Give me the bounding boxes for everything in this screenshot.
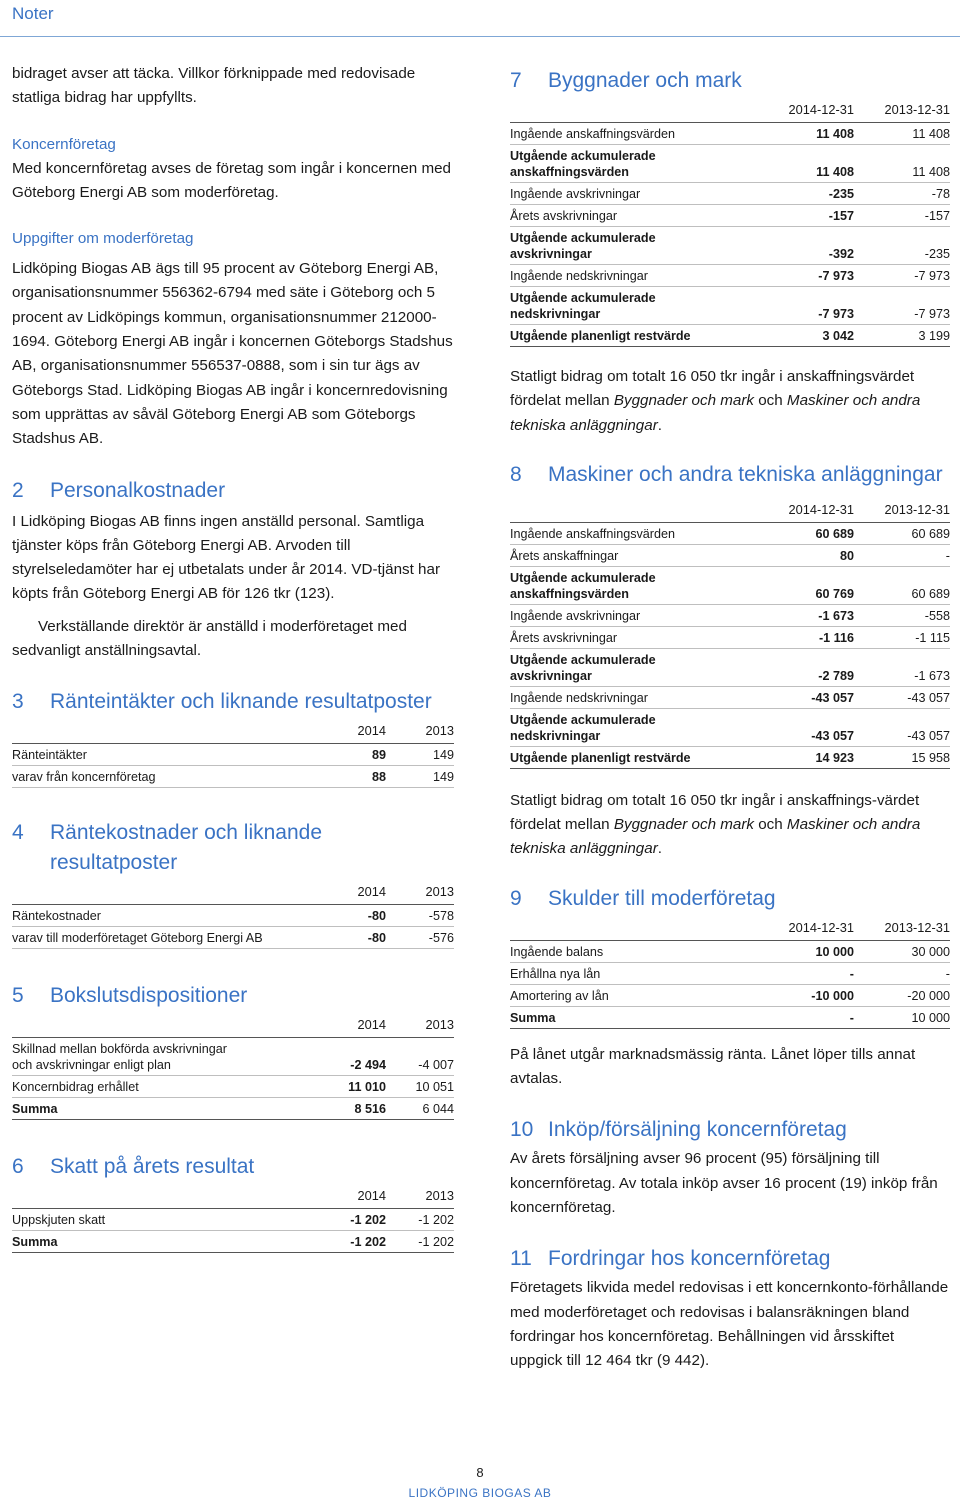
- table-row: Ingående avskrivningar -1 673 -558: [510, 604, 950, 626]
- section-3-heading: 3 Ränteintäkter och liknande resultatposter: [12, 690, 432, 714]
- footer-brand: LIDKÖPING BIOGAS AB: [408, 1486, 552, 1500]
- section-6-table: 2014 2013 Uppskjuten skatt -1 202 -1 202 Summa -1 202 -1 202: [12, 1188, 454, 1253]
- koncern-heading: Koncernföretag: [12, 135, 116, 153]
- section-9-table: 2014-12-31 2013-12-31 Ingående balans 10 000 30 000 Erhållna nya lån - - Amortering av lån -10 000 -20 000 Summa - 10 000: [510, 920, 950, 1029]
- table-row: Årets avskrivningar -157 -157: [510, 205, 950, 227]
- table-row: varav till moderföretaget Göteborg Energi AB -80 -576: [12, 927, 454, 949]
- section-5-table: 2014 2013 Skillnad mellan bokförda avskrivningar och avskrivningar enligt plan -2 494 -4 007 Koncernbidrag erhållet 11 010 10 051 Summa 8 516 6 044: [12, 1017, 454, 1120]
- section-7-note: Statligt bidrag om totalt 16 050 tkr ingår i anskaffningsvärdet fördelat mellan Byggnader och mark och Maskiner och andra tekniska anläggningar.: [510, 368, 921, 434]
- section-2-heading: 2 Personalkostnader: [12, 478, 226, 502]
- section-2-p2: Verkställande direktör är anställd i moderföretaget med sedvanligt anställningsavtal.: [12, 617, 407, 660]
- section-8-note: Statligt bidrag om totalt 16 050 tkr ingår i anskaffnings-värdet fördelat mellan Byggnader och mark och Maskiner och andra tekniska anläggningar.: [510, 791, 921, 858]
- table-row: Uppskjuten skatt -1 202 -1 202: [12, 1209, 454, 1231]
- intro-text: bidraget avser att täcka. Villkor förknippade med redovisade statliga bidrag har uppfyllts.: [12, 65, 416, 107]
- section-9-note: På lånet utgår marknadsmässig ränta. Lånet löper tills annat avtalas.: [510, 1045, 916, 1088]
- section-11-text: Företagets likvida medel redovisas i ett koncernkonto-förhållande med moderföretaget och redovisas i balansräkningen bland fordringar hos koncernföretag. Behållningen vid årsskiftet uppgick till 12 464 tkr (9 442).: [510, 1279, 949, 1370]
- table-row: Årets anskaffningar 80 -: [510, 544, 950, 566]
- table-row: Ingående avskrivningar -235 -78: [510, 183, 950, 205]
- section-7-heading: 7 Byggnader och mark: [510, 69, 742, 92]
- section-9-heading: 9 Skulder till moderföretag: [510, 886, 776, 910]
- table-row: Utgående ackumulerade avskrivningar -2 789 -1 673: [510, 648, 950, 686]
- table-row: varav från koncernföretag 88 149: [12, 766, 454, 788]
- table-row: Ingående anskaffningsvärden 60 689 60 689: [510, 522, 950, 544]
- table-row: Utgående planenligt restvärde 14 923 15 958: [510, 746, 950, 768]
- table-row: Räntekostnader -80 -578: [12, 905, 454, 927]
- section-7-table: 2014-12-31 2013-12-31 Ingående anskaffningsvärden 11 408 11 408 Utgående ackumulerade anskaffningsvärden 11 408 11 408 Ingående avskrivningar -235 -78 Årets avskrivningar -157 -157 Utgående ackumulerade avskrivningar -392 -235 Ingående nedskrivningar -7 973 -7 973 Utgående ackumulerade nedskrivningar -7 973 -7 973 Utgående planenligt restvärde 3 042 3 199: [510, 102, 950, 347]
- section-8-table: 2014-12-31 2013-12-31 Ingående anskaffningsvärden 60 689 60 689 Årets anskaffningar 80 - Utgående ackumulerade anskaffningsvärden 60 769 60 689 Ingående avskrivningar -1 673 -558 Årets avskrivningar -1 116 -1 115 Utgående ackumulerade avskrivningar -2 789 -1 673 Ingående nedskrivningar -43 057 -43 057 Utgående ackumulerade nedskrivningar -43 057 -43 057 Utgående planenligt restvärde 14 923 15 958: [510, 502, 950, 769]
- moder-text: Lidköping Biogas AB ägs till 95 procent av Göteborg Energi AB, organisationsnummer 556362-6794 med säte i Göteborg och 5 procent av Lidköpings kommun, organisationsnummer 212000-1694. Göteborg Energi AB ingår i koncernen Göteborgs Stadshus AB, organisationsnummer 556537-0888, som i sin tur ägs av Göteborgs Stad. Lidköping Biogas AB ingår i koncernredovisning som upprättas av såväl Göteborg Energi AB som Göteborgs Stadshus AB.: [12, 260, 453, 448]
- table-row: Årets avskrivningar -1 116 -1 115: [510, 626, 950, 648]
- koncern-text: Med koncernföretag avses de företag som ingår i koncernen med Göteborg Energi AB som moderföretag.: [12, 159, 451, 201]
- section-8-heading: 8 Maskiner och andra tekniska anläggningar: [510, 462, 943, 486]
- section-3-table: 2014 2013 Ränteintäkter 89 149 varav från koncernföretag 88 149: [12, 723, 454, 788]
- right-column: [510, 66, 950, 1373]
- moder-heading: Uppgifter om moderföretag: [12, 230, 194, 248]
- table-row: Summa - 10 000: [510, 1006, 950, 1028]
- table-row: Ingående nedskrivningar -7 973 -7 973: [510, 265, 950, 287]
- table-row: Utgående ackumulerade nedskrivningar -43 057 -43 057: [510, 708, 950, 746]
- header-title: Noter: [12, 4, 54, 23]
- section-10-text: Av årets försäljning avser 96 procent (95) försäljning till koncernföretag. Av totala inköp avser 16 procent (19) inköp från koncernföretag.: [510, 1150, 938, 1216]
- section-4-heading: 4 Räntekostnader och liknande resultatposter: [12, 821, 323, 875]
- table-row: Ingående nedskrivningar -43 057 -43 057: [510, 686, 950, 708]
- table-row: Utgående ackumulerade nedskrivningar -7 973 -7 973: [510, 287, 950, 325]
- left-column: [12, 62, 454, 1253]
- table-row: Skillnad mellan bokförda avskrivningar och avskrivningar enligt plan -2 494 -4 007: [12, 1038, 454, 1076]
- table-row: Ränteintäkter 89 149: [12, 744, 454, 766]
- section-4-table: 2014 2013 Räntekostnader -80 -578 varav till moderföretaget Göteborg Energi AB -80 -576: [12, 884, 454, 949]
- page-number: 8: [476, 1465, 484, 1480]
- table-row: Koncernbidrag erhållet 11 010 10 051: [12, 1076, 454, 1098]
- table-row: Amortering av lån -10 000 -20 000: [510, 984, 950, 1006]
- table-row: Utgående planenligt restvärde 3 042 3 199: [510, 325, 950, 347]
- section-10-heading: 10 Inköp/försäljning koncernföretag: [510, 1118, 847, 1142]
- section-5-heading: 5 Bokslutsdispositioner: [12, 984, 248, 1008]
- table-row: Utgående ackumulerade avskrivningar -392 -235: [510, 227, 950, 265]
- table-row: Utgående ackumulerade anskaffningsvärden 60 769 60 689: [510, 566, 950, 604]
- table-row: Utgående ackumulerade anskaffningsvärden 11 408 11 408: [510, 145, 950, 183]
- table-row: Ingående anskaffningsvärden 11 408 11 408: [510, 123, 950, 145]
- table-row: Summa 8 516 6 044: [12, 1098, 454, 1120]
- table-row: Ingående balans 10 000 30 000: [510, 940, 950, 962]
- section-6-heading: 6 Skatt på årets resultat: [12, 1155, 255, 1179]
- page-header: [0, 0, 960, 37]
- table-row: Summa -1 202 -1 202: [12, 1231, 454, 1253]
- table-row: Erhållna nya lån - -: [510, 962, 950, 984]
- section-2-p1: I Lidköping Biogas AB finns ingen anställd personal. Samtliga tjänster köps från Göteborg Energi AB. Arvoden till styrelseledamöter har ej utbetalats under år 2014. VD-tjänst har köpts från Göteborg Energi AB för 126 tkr (123).: [12, 512, 441, 603]
- section-11-heading: 11 Fordringar hos koncernföretag: [510, 1247, 831, 1271]
